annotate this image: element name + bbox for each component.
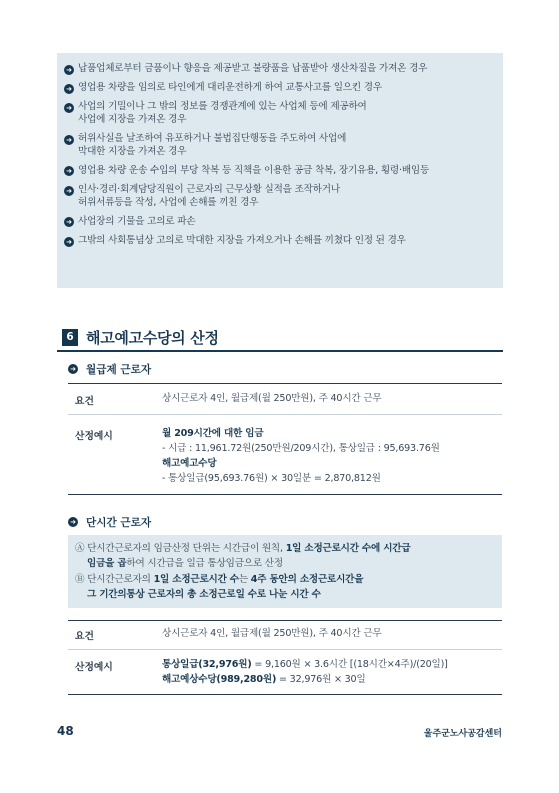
- table-row-rule: [68, 414, 502, 415]
- ex-line: - 시급 : 11,961.72원(250만원/209시간), 통상일급 : 95,693.76원: [162, 443, 440, 454]
- ex-line-bold: 해고예상수당(989,280원): [162, 674, 277, 685]
- list-item: [64, 165, 500, 178]
- note-b-mid: 는: [238, 573, 251, 585]
- monthly-ex-text: [162, 426, 440, 486]
- list-item: [64, 133, 500, 158]
- table-top-rule: [68, 620, 502, 621]
- note-a-bold: 1일 소정근로시간 수에 시간급: [285, 543, 411, 554]
- arrow-icon: ➜: [64, 186, 74, 196]
- item-text: 영업용 차량 운송 수입의 부당 착복 등 직책을 이용한 공금 착복, 장기유용, 횡령·배임등: [78, 164, 430, 176]
- list-item: [64, 184, 500, 209]
- ex-line: - 통상일급(95,693.76원) × 30일분 = 2,870,812원: [162, 473, 381, 484]
- table-top-rule: [68, 383, 502, 384]
- monthly-ex-label: 산정예시: [75, 431, 113, 442]
- item-text-cont: 막대한 지장을 가져온 경우: [78, 145, 187, 157]
- list-item: [64, 101, 500, 126]
- item-text: 영업용 차량을 임의로 타인에게 대리운전하게 하여 교통사고를 일으킨 경우: [78, 82, 382, 94]
- section-title: 해고예고수당의 산정: [86, 329, 219, 347]
- monthly-req-text: 상시근로자 4인, 월급제(월 250만원), 주 40시간 근무: [162, 393, 382, 404]
- item-text: 사업의 기밀이나 그 밖의 정보를 경쟁관계에 있는 사업체 등에 제공하여: [78, 101, 367, 113]
- item-text-cont: 허위서류등을 작성, 사업에 손해를 끼친 경우: [78, 196, 259, 208]
- section-number: 6: [62, 329, 78, 346]
- page-number: 48: [57, 724, 74, 738]
- item-text-cont: 사업에 지장을 가져온 경우: [78, 113, 187, 125]
- arrow-icon: ➜: [68, 517, 78, 527]
- note-a2-rest: 하여 시간급을 일급 통상임금으로 산정: [126, 558, 283, 570]
- section-divider: [57, 350, 503, 352]
- parttime-heading: [68, 515, 151, 530]
- note-b2-bold: 그 기간의통상 근로자의 총 소정근로일 수로 나눈 시간 수: [87, 589, 321, 601]
- item-text: 허위사실을 날조하여 유포하거나 불법집단행동을 주도하여 사업에: [78, 133, 347, 145]
- misconduct-list: [64, 63, 500, 254]
- list-item: [64, 216, 500, 229]
- note-b-bold1: 1일 소정근로시간 수: [153, 573, 239, 585]
- note-a-prefix: Ⓐ 단시간근로자의 임금산정 단위는 시간급이 원칙,: [75, 543, 286, 554]
- arrow-icon: ➜: [64, 237, 74, 247]
- parttime-note: [75, 541, 500, 603]
- note-b-prefix: Ⓑ 단시간근로자의: [75, 573, 154, 585]
- arrow-icon: ➜: [68, 364, 78, 374]
- arrow-icon: ➜: [64, 84, 74, 94]
- arrow-icon: ➜: [64, 166, 74, 176]
- monthly-heading: [68, 362, 151, 377]
- arrow-icon: ➜: [64, 65, 74, 75]
- parttime-req-label: 요건: [75, 631, 94, 642]
- footer-org: 울주군노사공감센터: [423, 729, 502, 739]
- parttime-heading-text: 단시간 근로자: [86, 517, 152, 529]
- monthly-heading-text: 월급제 근로자: [86, 364, 152, 376]
- note-b-bold2: 4주 동안의 소정근로시간을: [250, 573, 364, 585]
- note-a-cont: [75, 556, 500, 571]
- arrow-icon: ➜: [64, 103, 74, 113]
- ex-line-rest: = 32,976원 × 30일: [276, 674, 366, 685]
- list-item: [64, 82, 500, 95]
- list-item: [64, 63, 500, 76]
- parttime-req-text: 상시근로자 4인, 월급제(월 250만원), 주 40시간 근무: [162, 628, 382, 639]
- note-b-cont: [75, 587, 500, 602]
- note-a2-bold: 임금을 곱: [87, 558, 127, 570]
- ex-line: 월 209시간에 대한 임금: [162, 428, 264, 439]
- ex-line-rest: = 9,160원 × 3.6시간 [(18시간×4주)/(20일)]: [251, 659, 448, 670]
- ex-line-bold: 통상일급(32,976원): [162, 659, 252, 670]
- table-bottom-rule: [68, 694, 502, 695]
- parttime-ex-label: 산정예시: [75, 662, 113, 673]
- arrow-icon: ➜: [64, 217, 74, 227]
- arrow-icon: ➜: [64, 135, 74, 145]
- parttime-ex-text: [162, 657, 448, 687]
- item-text: 그밖의 사회통념상 고의로 막대한 지장을 가져오거나 손해를 끼쳤다 인정 된 경우: [78, 235, 406, 247]
- monthly-req-label: 요건: [75, 396, 94, 407]
- list-item: [64, 235, 500, 248]
- table-row-rule: [68, 649, 502, 650]
- item-text: 납품업체로부터 금품이나 향응을 제공받고 불량품을 납품받아 생산차질을 가져온 경우: [78, 63, 428, 74]
- ex-line: 해고예고수당: [162, 458, 217, 469]
- item-text: 인사·경리·회계담당직원이 근로자의 근무상황 실적을 조작하거나: [78, 184, 340, 196]
- item-text: 사업장의 기물을 고의로 파손: [78, 215, 196, 227]
- table-bottom-rule: [68, 494, 502, 495]
